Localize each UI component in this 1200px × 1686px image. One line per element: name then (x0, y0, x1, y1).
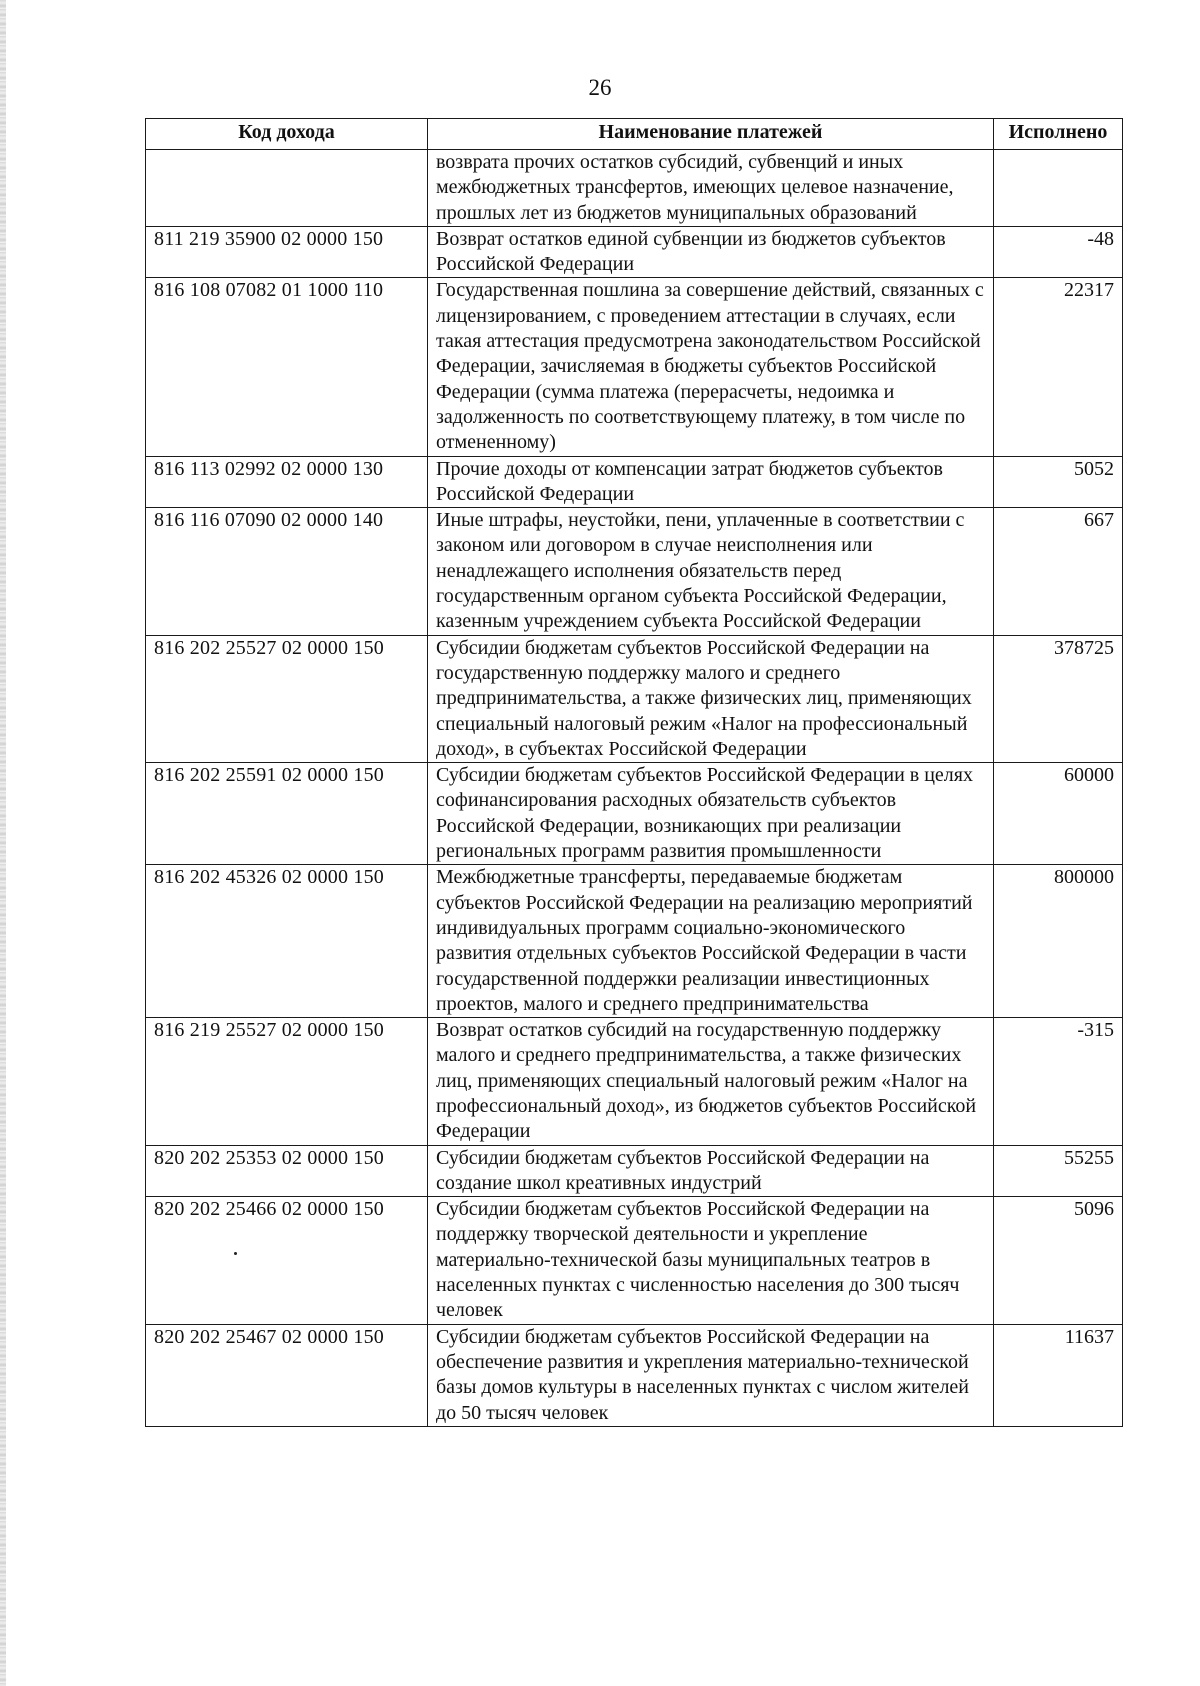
executed-amount: -48 (994, 226, 1123, 278)
payment-name: Субсидии бюджетам субъектов Российской Федерации на государственную поддержку малого и среднего предпринимательства, а также физических лиц, применяющих специальный налоговый режим «Налог на профессиональный доход», в субъектах Российской Федерации (428, 635, 994, 762)
executed-amount: 22317 (994, 278, 1123, 456)
column-header-value: Исполнено (994, 119, 1123, 150)
column-header-name: Наименование платежей (428, 119, 994, 150)
column-header-code: Код дохода (146, 119, 428, 150)
payment-name: Иные штрафы, неустойки, пени, уплаченные в соответствии с законом или договором в случае неисполнения или ненадлежащего исполнения обязательств перед государственным органом субъекта Российской Федерации, казенным учреждением субъекта Российской Федерации (428, 508, 994, 635)
executed-amount: 11637 (994, 1324, 1123, 1426)
table-row (146, 635, 1123, 762)
executed-amount: 378725 (994, 635, 1123, 762)
income-code: 811 219 35900 02 0000 150 (146, 226, 428, 278)
income-code: 820 202 25466 02 0000 150 (146, 1197, 428, 1324)
executed-amount: 5052 (994, 456, 1123, 508)
executed-amount: 55255 (994, 1145, 1123, 1197)
table-row (146, 1018, 1123, 1145)
income-code: 816 219 25527 02 0000 150 (146, 1018, 428, 1145)
executed-amount: 60000 (994, 763, 1123, 865)
income-code (146, 150, 428, 227)
income-code: 820 202 25353 02 0000 150 (146, 1145, 428, 1197)
table-row (146, 508, 1123, 635)
revenue-table (145, 118, 1123, 1427)
payment-name: Субсидии бюджетам субъектов Российской Федерации на создание школ креативных индустрий (428, 1145, 994, 1197)
payment-name: Государственная пошлина за совершение действий, связанных с лицензированием, с проведением аттестации в случаях, если такая аттестация предусмотрена законодательством Российской Федерации, зачисляемая в бюджеты субъектов Российской Федерации (сумма платежа (перерасчеты, недоимка и задолженность по соответствующему платежу, в том числе по отмененному) (428, 278, 994, 456)
executed-amount (994, 150, 1123, 227)
payment-name: Субсидии бюджетам субъектов Российской Федерации на обеспечение развития и укрепления материально-технической базы домов культуры в населенных пунктах с числом жителей до 50 тысяч человек (428, 1324, 994, 1426)
table-row (146, 865, 1123, 1018)
payment-name: Субсидии бюджетам субъектов Российской Федерации в целях софинансирования расходных обязательств субъектов Российской Федерации, возникающих при реализации региональных программ развития промышленности (428, 763, 994, 865)
table-row (146, 1145, 1123, 1197)
table-row (146, 278, 1123, 456)
executed-amount: 800000 (994, 865, 1123, 1018)
table-row (146, 763, 1123, 865)
income-code: 816 108 07082 01 1000 110 (146, 278, 428, 456)
table-header-row (146, 119, 1123, 150)
table-row (146, 1197, 1123, 1324)
income-code: 816 113 02992 02 0000 130 (146, 456, 428, 508)
payment-name: возврата прочих остатков субсидий, субвенций и иных межбюджетных трансфертов, имеющих целевое назначение, прошлых лет из бюджетов муниципальных образований (428, 150, 994, 227)
table-row (146, 456, 1123, 508)
payment-name: Возврат остатков субсидий на государственную поддержку малого и среднего предпринимательства, а также физических лиц, применяющих специальный налоговый режим «Налог на профессиональный доход», из бюджетов субъектов Российской Федерации (428, 1018, 994, 1145)
page-number: 26 (588, 75, 612, 100)
income-code: 816 202 25591 02 0000 150 (146, 763, 428, 865)
payment-name: Возврат остатков единой субвенции из бюджетов субъектов Российской Федерации (428, 226, 994, 278)
executed-amount: -315 (994, 1018, 1123, 1145)
payment-name: Межбюджетные трансферты, передаваемые бюджетам субъектов Российской Федерации на реализацию мероприятий индивидуальных программ социально-экономического развития отдельных субъектов Российской Федерации в части государственной поддержки реализации инвестиционных проектов, малого и среднего предпринимательства (428, 865, 994, 1018)
scan-edge (0, 0, 6, 1686)
income-code: 820 202 25467 02 0000 150 (146, 1324, 428, 1426)
income-code: 816 202 45326 02 0000 150 (146, 865, 428, 1018)
payment-name: Прочие доходы от компенсации затрат бюджетов субъектов Российской Федерации (428, 456, 994, 508)
executed-amount: 5096 (994, 1197, 1123, 1324)
payment-name: Субсидии бюджетам субъектов Российской Федерации на поддержку творческой деятельности и укрепление материально-технической базы муниципальных театров в населенных пунктах с численностью населения до 300 тысяч человек (428, 1197, 994, 1324)
table-row (146, 1324, 1123, 1426)
scan-speck (234, 1252, 237, 1255)
income-code: 816 116 07090 02 0000 140 (146, 508, 428, 635)
table-row (146, 150, 1123, 227)
table-row (146, 226, 1123, 278)
income-code: 816 202 25527 02 0000 150 (146, 635, 428, 762)
executed-amount: 667 (994, 508, 1123, 635)
